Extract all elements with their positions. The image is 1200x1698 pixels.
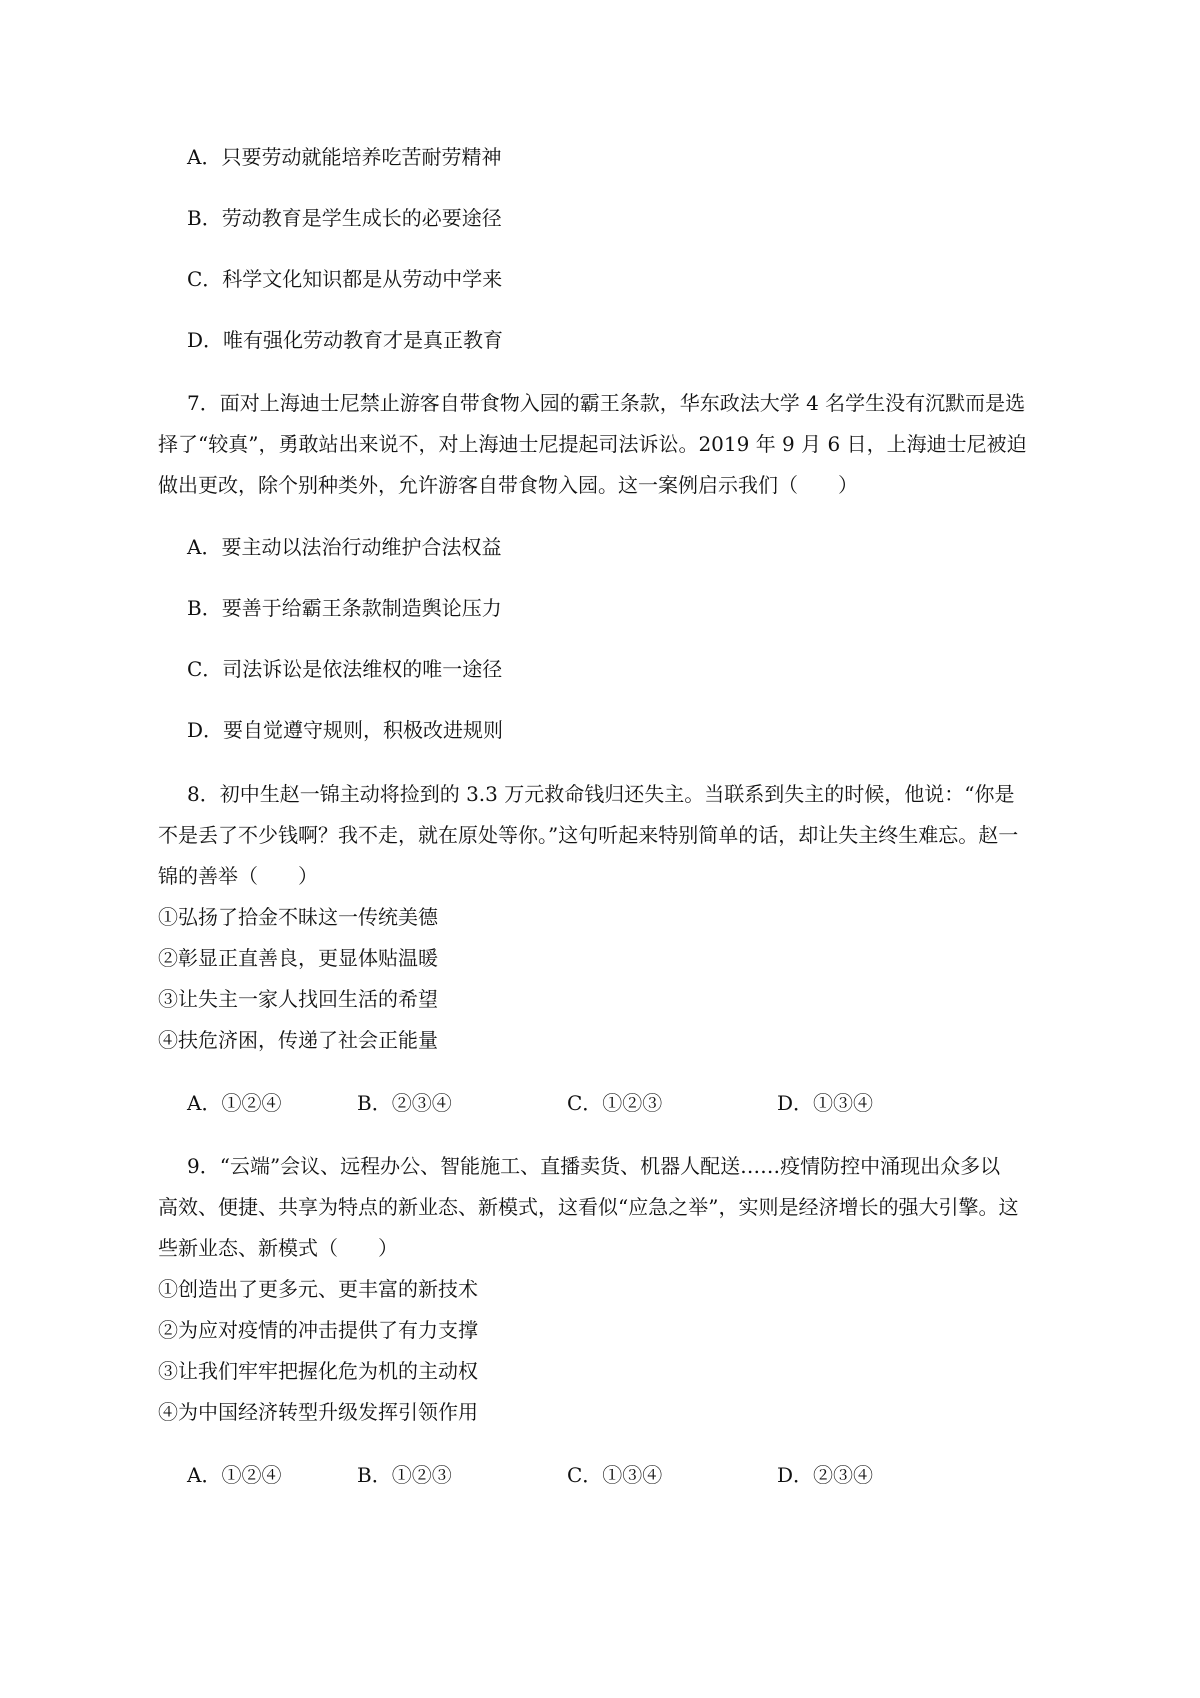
- q8-item-2: ②彰显正直善良，更显体贴温暖: [158, 946, 438, 970]
- q9-choice-a: A．①②④: [187, 1463, 282, 1487]
- q8-choice-c: C．①②③: [567, 1091, 663, 1115]
- q9-choice-d: D．②③④: [777, 1463, 874, 1487]
- q8-stem-line2: 不是丢了不少钱啊？我不走，就在原处等你。”这句听起来特别简单的话，却让失主终生难忘。赵一: [158, 823, 1019, 847]
- q9-item-4: ④为中国经济转型升级发挥引领作用: [158, 1400, 478, 1424]
- q9-stem-line2: 高效、便捷、共享为特点的新业态、新模式，这看似“应急之举”，实则是经济增长的强大引擎。这: [158, 1195, 1019, 1219]
- q6-option-c: C．科学文化知识都是从劳动中学来: [187, 267, 503, 291]
- q7-stem-line1: 7．面对上海迪士尼禁止游客自带食物入园的霸王条款，华东政法大学 4 名学生没有沉默而是选: [187, 391, 1026, 415]
- q8-stem-line1: 8．初中生赵一锦主动将捡到的 3.3 万元救命钱归还失主。当联系到失主的时候，他说：“你是: [187, 782, 1015, 806]
- q7-stem-line2: 择了“较真”，勇敢站出来说不，对上海迪士尼提起司法诉讼。2019 年 9 月 6 日，上海迪士尼被迫: [158, 432, 1027, 456]
- q7-option-c: C．司法诉讼是依法维权的唯一途径: [187, 657, 503, 681]
- q9-choice-c: C．①③④: [567, 1463, 663, 1487]
- q9-stem-line1: 9．“云端”会议、远程办公、智能施工、直播卖货、机器人配送……疫情防控中涌现出众多以: [187, 1154, 1001, 1178]
- q6-option-b: B．劳动教育是学生成长的必要途径: [187, 206, 502, 230]
- q8-item-3: ③让失主一家人找回生活的希望: [158, 987, 438, 1011]
- q9-stem-line3: 些新业态、新模式（ ）: [158, 1236, 398, 1260]
- q6-option-d: D．唯有强化劳动教育才是真正教育: [187, 328, 504, 352]
- q8-item-4: ④扶危济困，传递了社会正能量: [158, 1028, 438, 1052]
- q9-choice-b: B．①②③: [357, 1463, 452, 1487]
- q6-option-a: A．只要劳动就能培养吃苦耐劳精神: [187, 145, 502, 169]
- q8-stem-line3: 锦的善举（ ）: [158, 864, 318, 888]
- q7-stem-line3: 做出更改，除个别种类外，允许游客自带食物入园。这一案例启示我们（ ）: [158, 473, 858, 497]
- q9-item-1: ①创造出了更多元、更丰富的新技术: [158, 1277, 478, 1301]
- q7-option-d: D．要自觉遵守规则，积极改进规则: [187, 718, 504, 742]
- q8-choice-a: A．①②④: [187, 1091, 282, 1115]
- q9-item-3: ③让我们牢牢把握化危为机的主动权: [158, 1359, 478, 1383]
- q8-item-1: ①弘扬了拾金不昧这一传统美德: [158, 905, 438, 929]
- q8-choice-d: D．①③④: [777, 1091, 874, 1115]
- q7-option-b: B．要善于给霸王条款制造舆论压力: [187, 596, 502, 620]
- q7-option-a: A．要主动以法治行动维护合法权益: [187, 535, 502, 559]
- q9-item-2: ②为应对疫情的冲击提供了有力支撑: [158, 1318, 478, 1342]
- q8-choice-b: B．②③④: [357, 1091, 452, 1115]
